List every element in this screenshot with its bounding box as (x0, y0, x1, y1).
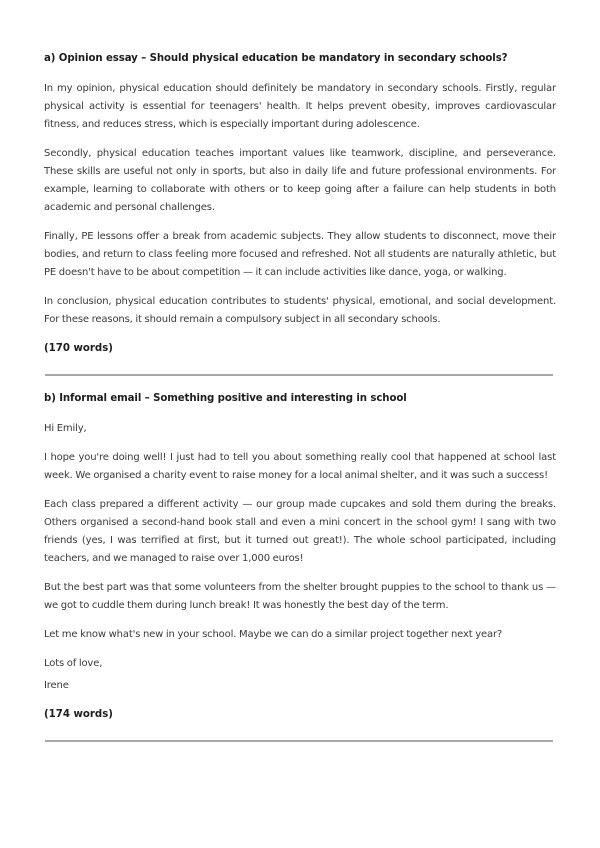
document-page (44, 50, 556, 742)
section-divider (45, 374, 553, 376)
essay-word-count: (170 words) (44, 343, 113, 354)
section-informal-email (44, 390, 556, 742)
email-paragraph-3: But the best part was that some volunteers from the shelter brought puppies to the school to thank us — we got to cuddle them during lunch break! It was honestly the best day of the term. (44, 582, 556, 611)
essay-paragraph-3: Finally, PE lessons offer a break from academic subjects. They allow students to disconnect, move their bodies, and return to class feeling more focused and refreshed. Not all students are naturally athletic, but PE doesn't have to be about competition — it can include activities like dance, yoga, or walking. (44, 231, 556, 278)
essay-paragraph-4: In conclusion, physical education contributes to students' physical, emotional, and social development. For these reasons, it should remain a compulsory subject in all secondary schools. (44, 296, 556, 325)
section-opinion-essay (44, 50, 556, 376)
email-sign-off: Lots of love, (44, 658, 103, 669)
email-paragraph-2: Each class prepared a different activity — our group made cupcakes and sold them during the breaks. Others organised a second-hand book stall and even a mini concert in the school gym! I sang with two friends (yes, I was terrified at first, but it turned out great!). The whole school participated, including teachers, and we managed to raise over 1,000 euros! (44, 499, 556, 564)
essay-paragraph-1: In my opinion, physical education should definitely be mandatory in secondary schools. Firstly, regular physical activity is essential for teenagers' health. It helps prevent obesity, improves cardiovascular fitness, and reduces stress, which is especially important during adolescence. (44, 83, 556, 130)
email-paragraph-1: I hope you're doing well! I just had to tell you about something really cool that happened at school last week. We organised a charity event to raise money for a local animal shelter, and it was such a success! (44, 452, 556, 481)
email-greeting: Hi Emily, (44, 423, 87, 434)
section-a-heading: a) Opinion essay – Should physical education be mandatory in secondary schools? (44, 53, 508, 64)
section-b-heading: b) Informal email – Something positive and interesting in school (44, 393, 407, 404)
email-paragraph-4: Let me know what's new in your school. Maybe we can do a similar project together next year? (44, 629, 503, 640)
email-word-count: (174 words) (44, 709, 113, 720)
email-signature: Irene (44, 680, 69, 691)
essay-paragraph-2: Secondly, physical education teaches important values like teamwork, discipline, and perseverance. These skills are useful not only in sports, but also in daily life and future professional environments. For example, learning to collaborate with others or to keep going after a failure can help students in both academic and personal challenges. (44, 148, 556, 213)
section-divider-bottom (45, 740, 553, 742)
